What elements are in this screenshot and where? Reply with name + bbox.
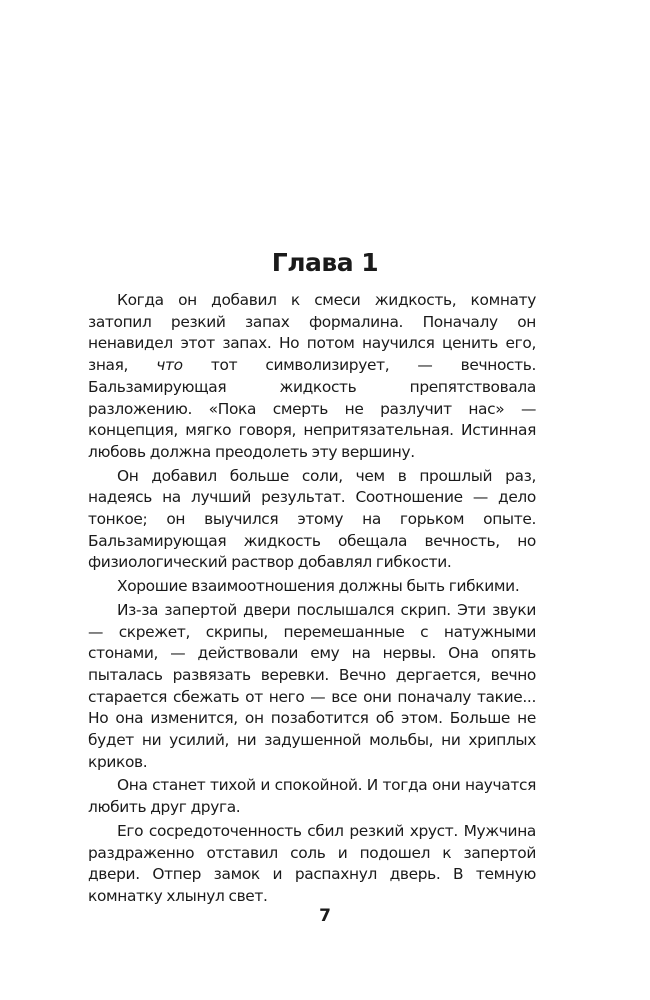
chapter-title: Глава 1	[271, 248, 379, 277]
paragraph-2: Он добавил больше соли, чем в прошлый раз, надеясь на лучший результат. Соотношение — дело тонкое; он выучился этому на горьком опыте. Бальзамирующая жидкость обещала вечность, но физиологический раствор добавлял гибкости.	[88, 466, 536, 572]
paragraph-1-emphasis: что	[156, 356, 183, 375]
chapter-body	[88, 290, 536, 910]
paragraph-3: Хорошие взаимоотношения должны быть гибкими.	[117, 577, 520, 596]
paragraph-5: Она станет тихой и спокойной. И тогда они научатся любить друг друга.	[88, 776, 536, 817]
paragraph-1	[88, 290, 536, 464]
page-number: 7	[319, 906, 331, 926]
paragraph-1-before: Когда он добавил к смеси жидкость, комнату затопил резкий запах формалина. Поначалу он ненавидел этот запах. Но потом научился ценить его, зная,	[88, 291, 536, 375]
paragraph-6: Его сосредоточенность сбил резкий хруст. Мужчина раздраженно отставил соль и подошел к запертой двери. Отпер замок и распахнул дверь. В темную комнатку хлынул свет.	[88, 821, 536, 905]
paragraph-1-after: тот символизирует, — вечность. Бальзамирующая жидкость препятствовала разложению. «Пока смерть не разлучит нас» — концепция, мягко говоря, непритязательная. Истинная любовь должна преодолеть эту вершину.	[88, 356, 537, 461]
paragraph-4: Из-за запертой двери послышался скрип. Эти звуки — скрежет, скрипы, перемешанные с натужными стонами, — действовали ему на нервы. Она опять пыталась развязать веревки. Вечно дергается, вечно старается сбежать от него — все они поначалу такие... Но она изменится, он позаботится об этом. Больше не будет ни усилий, ни задушенной мольбы, ни хриплых криков.	[88, 600, 536, 771]
